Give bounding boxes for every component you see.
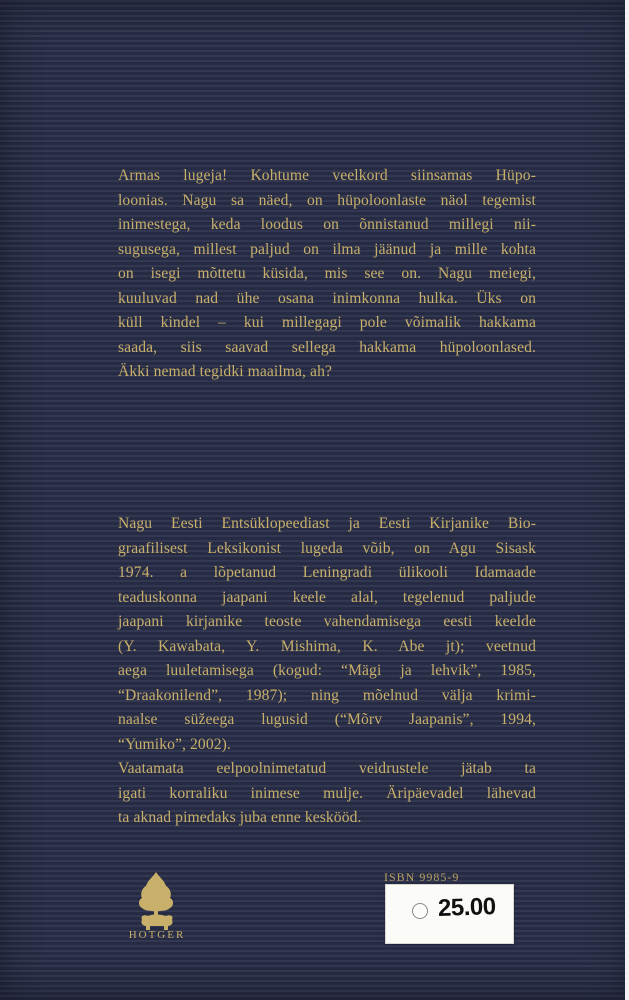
blurb-line: küll kindel – kui millegagi pole võimalik hakkama [118,314,536,331]
bio-line: ta aknad pimedaks juba enne keskööd. [118,809,362,826]
author-bio-paragraph [118,512,536,831]
blurb-line: Armas lugeja! Kohtume veelkord siinsamas Hüpo- [118,167,536,184]
blurb-line: on isegi mõttetu küsida, mis see on. Nagu meiegi, [118,265,536,282]
bio-line: Nagu Eesti Entsüklopeediast ja Eesti Kirjanike Bio- [118,515,536,532]
bio-line: naalse süžeega lugusid (“Mõrv Jaapanis”, 1994, [118,711,536,728]
blurb-paragraph [118,164,536,385]
bio-line: graafilisest Leksikonist lugeda võib, on Agu Sisask [118,539,536,557]
bio-line: aega luuletamisega (kogud: “Mägi ja lehvik”, 1985, [118,662,536,679]
blurb-line: inimestega, keda loodus on õnnistanud millegi nii- [118,216,536,233]
sticker-circle-icon [412,903,428,919]
bio-line: teaduskonna jaapani keele alal, tegelenud paljude [118,588,536,606]
isbn-label: ISBN 9985-9 [384,870,460,884]
blurb-line: Äkki nemad tegidki maailma, ah? [118,363,332,380]
price-sticker [385,884,514,944]
blurb-line: loonias. Nagu sa näed, on hüpoloonlaste näol tegemist [118,191,536,209]
bio-line: jaapani kirjanike teoste vahendamisega eesti keelde [118,613,536,630]
bio-line: (Y. Kawabata, Y. Mishima, K. Abe jt); veetnud [118,637,536,655]
cover-edge [625,0,629,1000]
publisher-name: HOTGER [128,929,186,941]
bio-line: Vaatamata eelpoolnimetatud veidrustele jätab ta [118,760,536,777]
blurb-line: saada, siis saavad sellega hakkama hüpoloonlased. [118,338,536,356]
bio-line: “Draakonilend”, 1987); ning mõelnud välja krimi- [118,686,536,704]
blurb-line: sugusega, millest paljud on ilma jäänud ja mille kohta [118,240,536,258]
price-text: 25.00 [437,893,496,922]
blurb-line: kuuluvad nad ühe osana inimkonna hulka. Üks on [118,289,536,307]
bio-line: igati korraliku inimese mulje. Äripäevadel lähevad [118,784,536,802]
tree-lion-emblem-icon [112,868,202,956]
bio-line: 1974. a lõpetanud Leningradi ülikooli Idamaade [118,564,536,581]
bio-line: “Yumiko”, 2002). [118,735,231,753]
